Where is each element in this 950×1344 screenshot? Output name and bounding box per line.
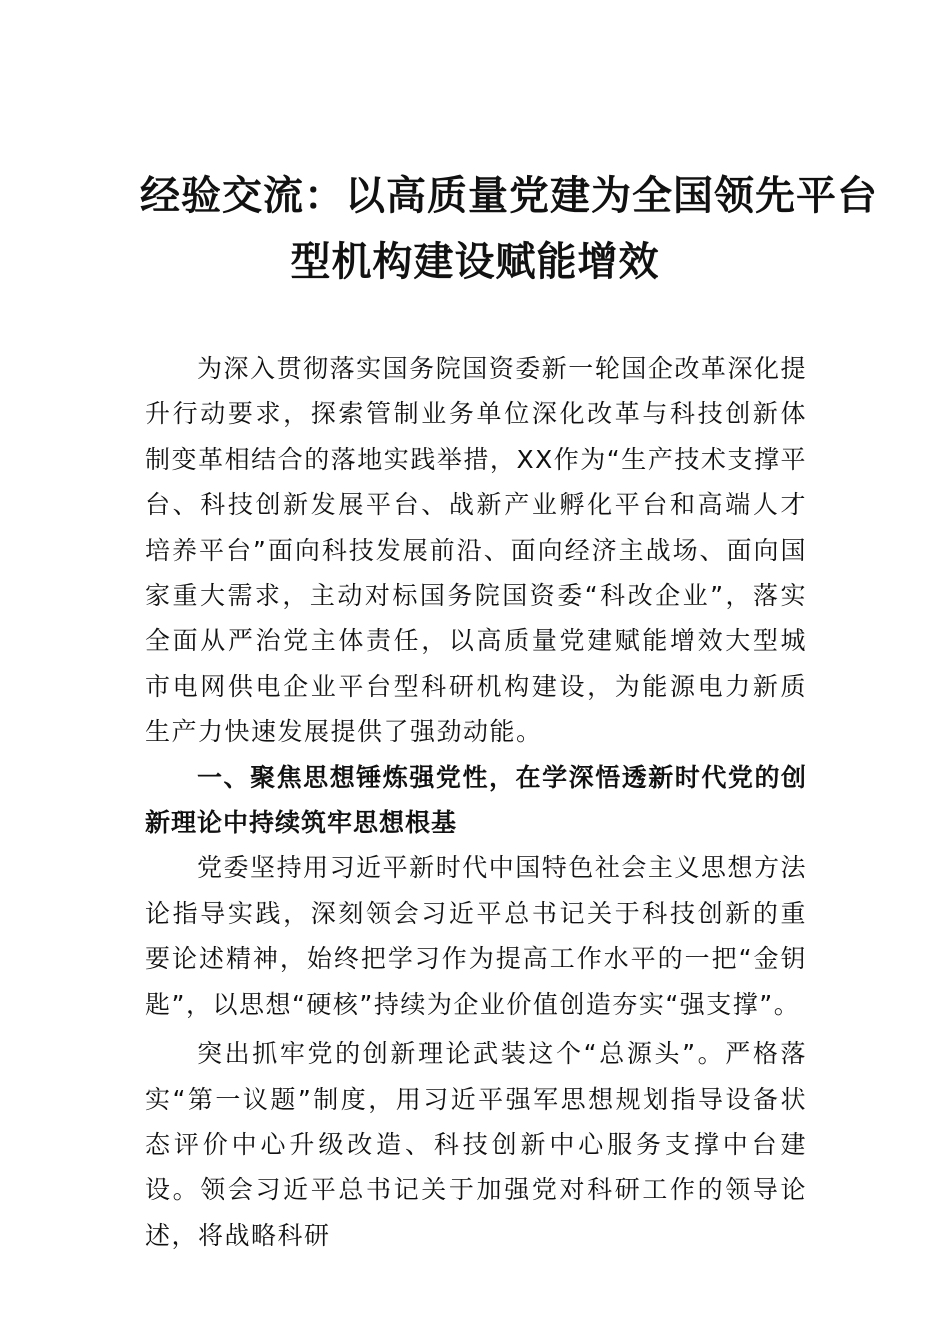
intro-paragraph: 为深入贯彻落实国务院国资委新一轮国企改革深化提升行动要求，探索管制业务单位深化改革与科技创新体制变革相结合的落地实践举措，XX作为“生产技术支撑平台、科技创新发展平台、战新产业孵化平台和高端人才培养平台”面向科技发展前沿、面向经济主战场、面向国家重大需求，主动对标国务院国资委“科改企业”，落实全面从严治党主体责任，以高质量党建赋能增效大型城市电网供电企业平台型科研机构建设，为能源电力新质生产力快速发展提供了强劲动能。: [145, 354, 807, 747]
document-title-line-1: 经验交流：以高质量党建为全国领先平台: [140, 172, 878, 219]
body-paragraph-1: 党委坚持用习近平新时代中国特色社会主义思想方法论指导实践，深刻领会习近平总书记关于科技创新的重要论述精神，始终把学习作为提高工作水平的一把“金钥匙”，以思想“硬核”持续为企业价值创造夯实“强支撑”。: [145, 853, 807, 1019]
document-title-line-2: 型机构建设赋能增效: [290, 238, 660, 285]
document-body: [145, 346, 807, 1258]
section-heading-1: 一、聚焦思想锤炼强党性，在学深悟透新时代党的创新理论中持续筑牢思想根基: [145, 762, 807, 838]
body-paragraph-2: 突出抓牢党的创新理论武装这个“总源头”。严格落实“第一议题”制度，用习近平强军思想规划指导设备状态评价中心升级改造、科技创新中心服务支撑中台建设。领会习近平总书记关于加强党对科研工作的领导论述，将战略科研: [145, 1039, 807, 1250]
